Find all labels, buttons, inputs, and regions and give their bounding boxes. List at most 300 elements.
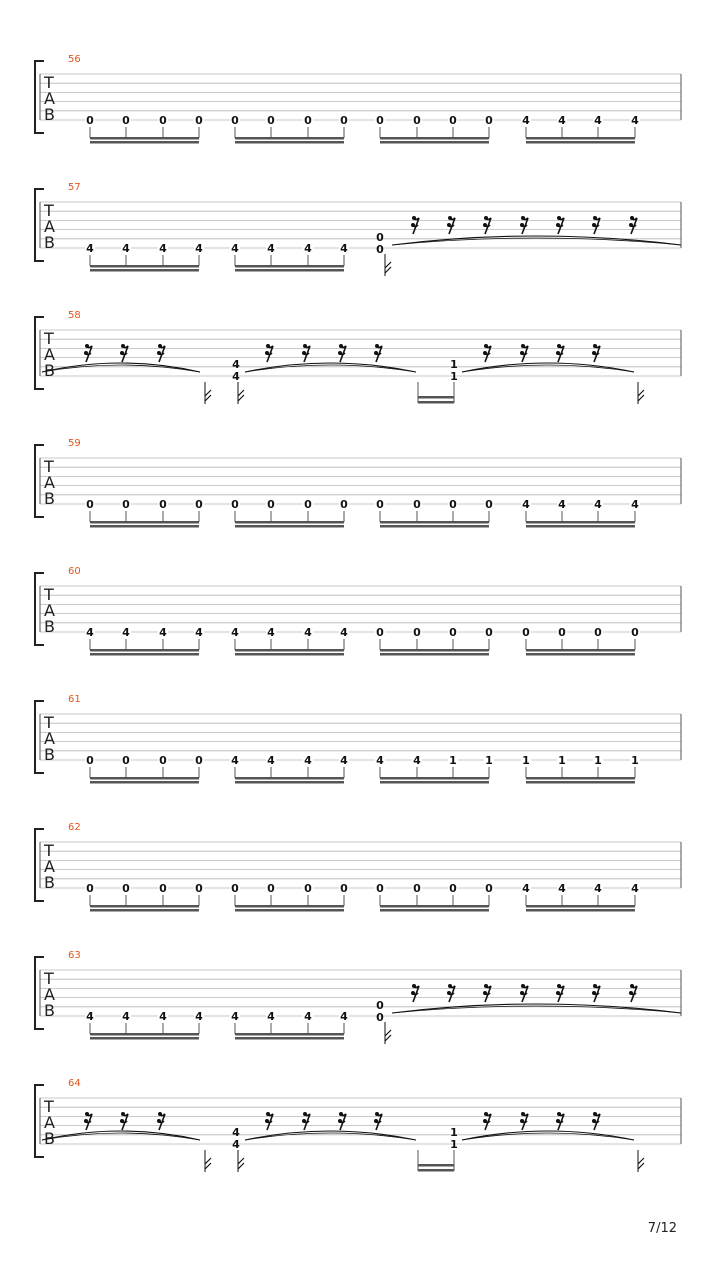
tab-system-58 [35,310,681,404]
fret-number: 1 [450,358,458,371]
fret-number: 1 [450,370,458,383]
flag [238,1158,244,1169]
flag [205,1158,211,1169]
fret-number: 0 [159,882,167,895]
fret-number: 0 [376,999,384,1012]
tab-clef-letter: A [44,729,55,748]
rest-dot [84,351,88,355]
fret-number: 1 [631,754,639,767]
fret-number: 4 [231,754,239,767]
tie-arc [462,363,634,372]
rest-dot [521,344,525,348]
beam [380,137,489,140]
tie-arc [42,365,200,372]
fret-number: 0 [413,626,421,639]
flag [385,1030,391,1041]
rest-dot [592,991,596,995]
tab-clef-letter: A [44,985,55,1004]
rest-dot [593,216,597,220]
beam [235,521,344,524]
fret-number: 0 [267,882,275,895]
tie-arc [42,1133,200,1140]
fret-number: 1 [485,754,493,767]
rest-dot [483,1119,487,1123]
tab-clef-letter: A [44,1113,55,1132]
beam [380,777,489,780]
fret-number: 4 [631,882,639,895]
tie-arc [462,1133,634,1140]
rest-dot [484,1112,488,1116]
tab-clef-letter: B [44,233,55,252]
rest-dot [121,1112,125,1116]
fret-number: 1 [449,754,457,767]
beam [235,905,344,908]
fret-number: 0 [413,882,421,895]
rest-dot [338,351,342,355]
measure-number: 62 [68,822,81,833]
beam [380,905,489,908]
tab-clef-letter: B [44,361,55,380]
tab-clef-letter: T [44,201,54,220]
tie-arc [42,1131,200,1140]
fret-number: 0 [304,498,312,511]
rest-dot [557,1112,561,1116]
measure-number: 64 [68,1078,81,1089]
fret-number: 4 [122,1010,130,1023]
rest-dot [339,344,343,348]
tab-clef-letter: T [44,329,54,348]
beam [235,141,344,144]
fret-number: 0 [304,114,312,127]
rest-dot [484,984,488,988]
fret-number: 0 [631,626,639,639]
fret-number: 4 [594,882,602,895]
fret-number: 0 [449,114,457,127]
rest-dot [483,223,487,227]
fret-number: 0 [413,498,421,511]
beam [526,141,635,144]
tab-clef-letter: T [44,73,54,92]
fret-number: 0 [231,114,239,127]
fret-number: 4 [232,1126,240,1139]
flag [205,390,211,401]
measure-number: 63 [68,950,81,961]
fret-number: 4 [304,1010,312,1023]
fret-number: 1 [450,1126,458,1139]
tab-clef-letter: B [44,745,55,764]
fret-number: 0 [195,754,203,767]
beam [526,649,635,652]
rest-dot [629,991,633,995]
tab-system-56 [35,54,681,144]
fret-number: 4 [267,754,275,767]
fret-number: 0 [522,626,530,639]
fret-number: 4 [231,1010,239,1023]
beam [526,521,635,524]
tab-clef-letter: T [44,969,54,988]
tab-clef-letter: T [44,713,54,732]
rest-dot [411,223,415,227]
rest-dot [448,216,452,220]
fret-number: 4 [267,1010,275,1023]
rest-dot [157,351,161,355]
rest-dot [85,344,89,348]
tab-clef-letter: B [44,1129,55,1148]
fret-number: 4 [594,114,602,127]
tab-clef-letter: T [44,841,54,860]
beam [418,1169,454,1172]
fret-number: 4 [159,1010,167,1023]
beam [526,525,635,528]
tie-arc [245,1131,416,1140]
fret-number: 4 [86,242,94,255]
fret-number: 0 [485,882,493,895]
fret-number: 4 [522,114,530,127]
fret-number: 0 [376,1011,384,1024]
fret-number: 4 [232,1138,240,1151]
flag [385,262,391,273]
rest-dot [556,351,560,355]
tab-clef-letter: T [44,457,54,476]
fret-number: 4 [122,626,130,639]
fret-number: 0 [195,114,203,127]
beam [90,1037,199,1040]
rest-dot [592,1119,596,1123]
beam [526,905,635,908]
fret-number: 4 [231,626,239,639]
tab-clef-letter: T [44,585,54,604]
beam [235,653,344,656]
fret-number: 0 [122,114,130,127]
tab-clef-letter: A [44,345,55,364]
fret-number: 0 [485,626,493,639]
fret-number: 0 [449,882,457,895]
fret-number: 0 [449,498,457,511]
fret-number: 4 [631,114,639,127]
beam [235,781,344,784]
flag [638,1158,644,1169]
fret-number: 4 [340,1010,348,1023]
beam [235,525,344,528]
rest-dot [484,344,488,348]
measure-number: 60 [68,566,81,577]
fret-number: 0 [376,114,384,127]
beam [235,909,344,912]
beam [526,909,635,912]
fret-number: 0 [122,882,130,895]
tie-arc [462,1131,634,1140]
rest-dot [593,1112,597,1116]
rest-dot [520,1119,524,1123]
tab-clef-letter: A [44,857,55,876]
rest-dot [265,351,269,355]
fret-number: 4 [413,754,421,767]
measure-number: 57 [68,182,81,193]
rest-dot [375,1112,379,1116]
beam [90,141,199,144]
tab-system-62 [35,822,681,912]
fret-number: 4 [522,882,530,895]
fret-number: 4 [558,498,566,511]
fret-number: 0 [558,626,566,639]
fret-number: 4 [232,370,240,383]
rest-dot [592,351,596,355]
fret-number: 1 [594,754,602,767]
beam [235,777,344,780]
fret-number: 0 [159,498,167,511]
tab-system-60 [35,566,681,656]
fret-number: 0 [159,114,167,127]
beam [235,649,344,652]
fret-number: 1 [558,754,566,767]
rest-dot [520,991,524,995]
fret-number: 4 [267,626,275,639]
measure-number: 61 [68,694,81,705]
rest-dot [593,344,597,348]
fret-number: 0 [376,243,384,256]
rest-dot [303,344,307,348]
rest-dot [556,991,560,995]
rest-dot [520,223,524,227]
rest-dot [338,1119,342,1123]
fret-number: 0 [340,498,348,511]
beam [90,137,199,140]
fret-number: 4 [86,626,94,639]
tie-arc [462,365,634,372]
fret-number: 4 [340,754,348,767]
rest-dot [630,984,634,988]
fret-number: 0 [304,882,312,895]
fret-number: 4 [231,242,239,255]
tie-arc [245,363,416,372]
beam [235,265,344,268]
rest-dot [158,344,162,348]
beam [235,1037,344,1040]
tab-clef-letter: B [44,1001,55,1020]
rest-dot [121,344,125,348]
fret-number: 4 [304,754,312,767]
beam [90,649,199,652]
beam [380,653,489,656]
rest-dot [302,1119,306,1123]
rest-dot [302,351,306,355]
rest-dot [266,344,270,348]
rest-dot [412,216,416,220]
fret-number: 4 [195,626,203,639]
tab-system-63 [35,950,681,1044]
beam [380,141,489,144]
rest-dot [303,1112,307,1116]
rest-dot [447,991,451,995]
fret-number: 4 [558,114,566,127]
beam [380,525,489,528]
tie-arc [392,1004,681,1013]
rest-dot [630,216,634,220]
tab-clef-letter: B [44,489,55,508]
rest-dot [448,984,452,988]
fret-number: 4 [86,1010,94,1023]
rest-dot [593,984,597,988]
rest-dot [557,984,561,988]
fret-number: 0 [122,498,130,511]
rest-dot [265,1119,269,1123]
fret-number: 4 [122,242,130,255]
beam [418,1164,454,1167]
tab-clef-letter: A [44,473,55,492]
rest-dot [84,1119,88,1123]
fret-number: 0 [195,498,203,511]
tab-clef-letter: B [44,873,55,892]
fret-number: 4 [522,498,530,511]
rest-dot [629,223,633,227]
beam [235,137,344,140]
measure-number: 58 [68,310,81,321]
fret-number: 4 [304,242,312,255]
rest-dot [374,351,378,355]
measure-number: 59 [68,438,81,449]
rest-dot [556,1119,560,1123]
fret-number: 0 [485,114,493,127]
measure-number: 56 [68,54,81,65]
beam [90,781,199,784]
tab-clef-letter: B [44,617,55,636]
tie-arc [392,236,681,245]
beam [380,521,489,524]
page-number: 7/12 [647,1221,677,1236]
rest-dot [484,216,488,220]
flag [638,390,644,401]
tie-arc [42,363,200,372]
fret-number: 0 [413,114,421,127]
rest-dot [592,223,596,227]
tab-system-57 [35,182,681,276]
tab-clef-letter: A [44,217,55,236]
tab-clef-letter: B [44,105,55,124]
fret-number: 0 [340,114,348,127]
beam [90,777,199,780]
flag [238,390,244,401]
rest-dot [158,1112,162,1116]
fret-number: 0 [86,498,94,511]
fret-number: 0 [231,882,239,895]
fret-number: 0 [376,498,384,511]
rest-dot [412,984,416,988]
fret-number: 0 [376,882,384,895]
fret-number: 4 [159,242,167,255]
fret-number: 0 [267,114,275,127]
tab-system-59 [35,438,681,528]
fret-number: 0 [340,882,348,895]
fret-number: 4 [340,242,348,255]
fret-number: 0 [485,498,493,511]
fret-number: 4 [594,498,602,511]
rest-dot [375,344,379,348]
fret-number: 1 [450,1138,458,1151]
beam [235,269,344,272]
fret-number: 0 [267,498,275,511]
beam [526,137,635,140]
fret-number: 0 [86,882,94,895]
tie-arc [245,1133,416,1140]
beam [90,653,199,656]
fret-number: 4 [195,1010,203,1023]
rest-dot [447,223,451,227]
fret-number: 0 [449,626,457,639]
rest-dot [85,1112,89,1116]
fret-number: 4 [340,626,348,639]
fret-number: 1 [522,754,530,767]
beam [418,401,454,404]
rest-dot [374,1119,378,1123]
beam [90,1033,199,1036]
tab-clef-letter: A [44,601,55,620]
fret-number: 0 [122,754,130,767]
beam [380,781,489,784]
beam [380,909,489,912]
fret-number: 0 [376,231,384,244]
fret-number: 0 [231,498,239,511]
rest-dot [120,351,124,355]
rest-dot [520,351,524,355]
beam [90,525,199,528]
fret-number: 4 [232,358,240,371]
fret-number: 0 [86,754,94,767]
beam [380,649,489,652]
beam [526,653,635,656]
rest-dot [521,984,525,988]
tab-system-64 [35,1078,681,1172]
rest-dot [411,991,415,995]
fret-number: 4 [267,242,275,255]
beam [526,781,635,784]
tab-system-61 [35,694,681,784]
rest-dot [266,1112,270,1116]
fret-number: 0 [376,626,384,639]
rest-dot [556,223,560,227]
rest-dot [521,216,525,220]
fret-number: 0 [594,626,602,639]
fret-number: 0 [195,882,203,895]
tab-clef-letter: A [44,89,55,108]
beam [90,905,199,908]
tie-arc [245,365,416,372]
fret-number: 0 [159,754,167,767]
rest-dot [157,1119,161,1123]
beam [90,521,199,524]
fret-number: 4 [631,498,639,511]
tab-clef-letter: T [44,1097,54,1116]
rest-dot [557,344,561,348]
fret-number: 0 [86,114,94,127]
fret-number: 4 [195,242,203,255]
rest-dot [483,351,487,355]
rest-dot [339,1112,343,1116]
rest-dot [120,1119,124,1123]
beam [526,777,635,780]
fret-number: 4 [159,626,167,639]
rest-dot [557,216,561,220]
rest-dot [483,991,487,995]
beam [90,269,199,272]
fret-number: 4 [376,754,384,767]
beam [90,909,199,912]
beam [90,265,199,268]
beam [418,396,454,399]
fret-number: 4 [558,882,566,895]
fret-number: 4 [304,626,312,639]
beam [235,1033,344,1036]
rest-dot [521,1112,525,1116]
